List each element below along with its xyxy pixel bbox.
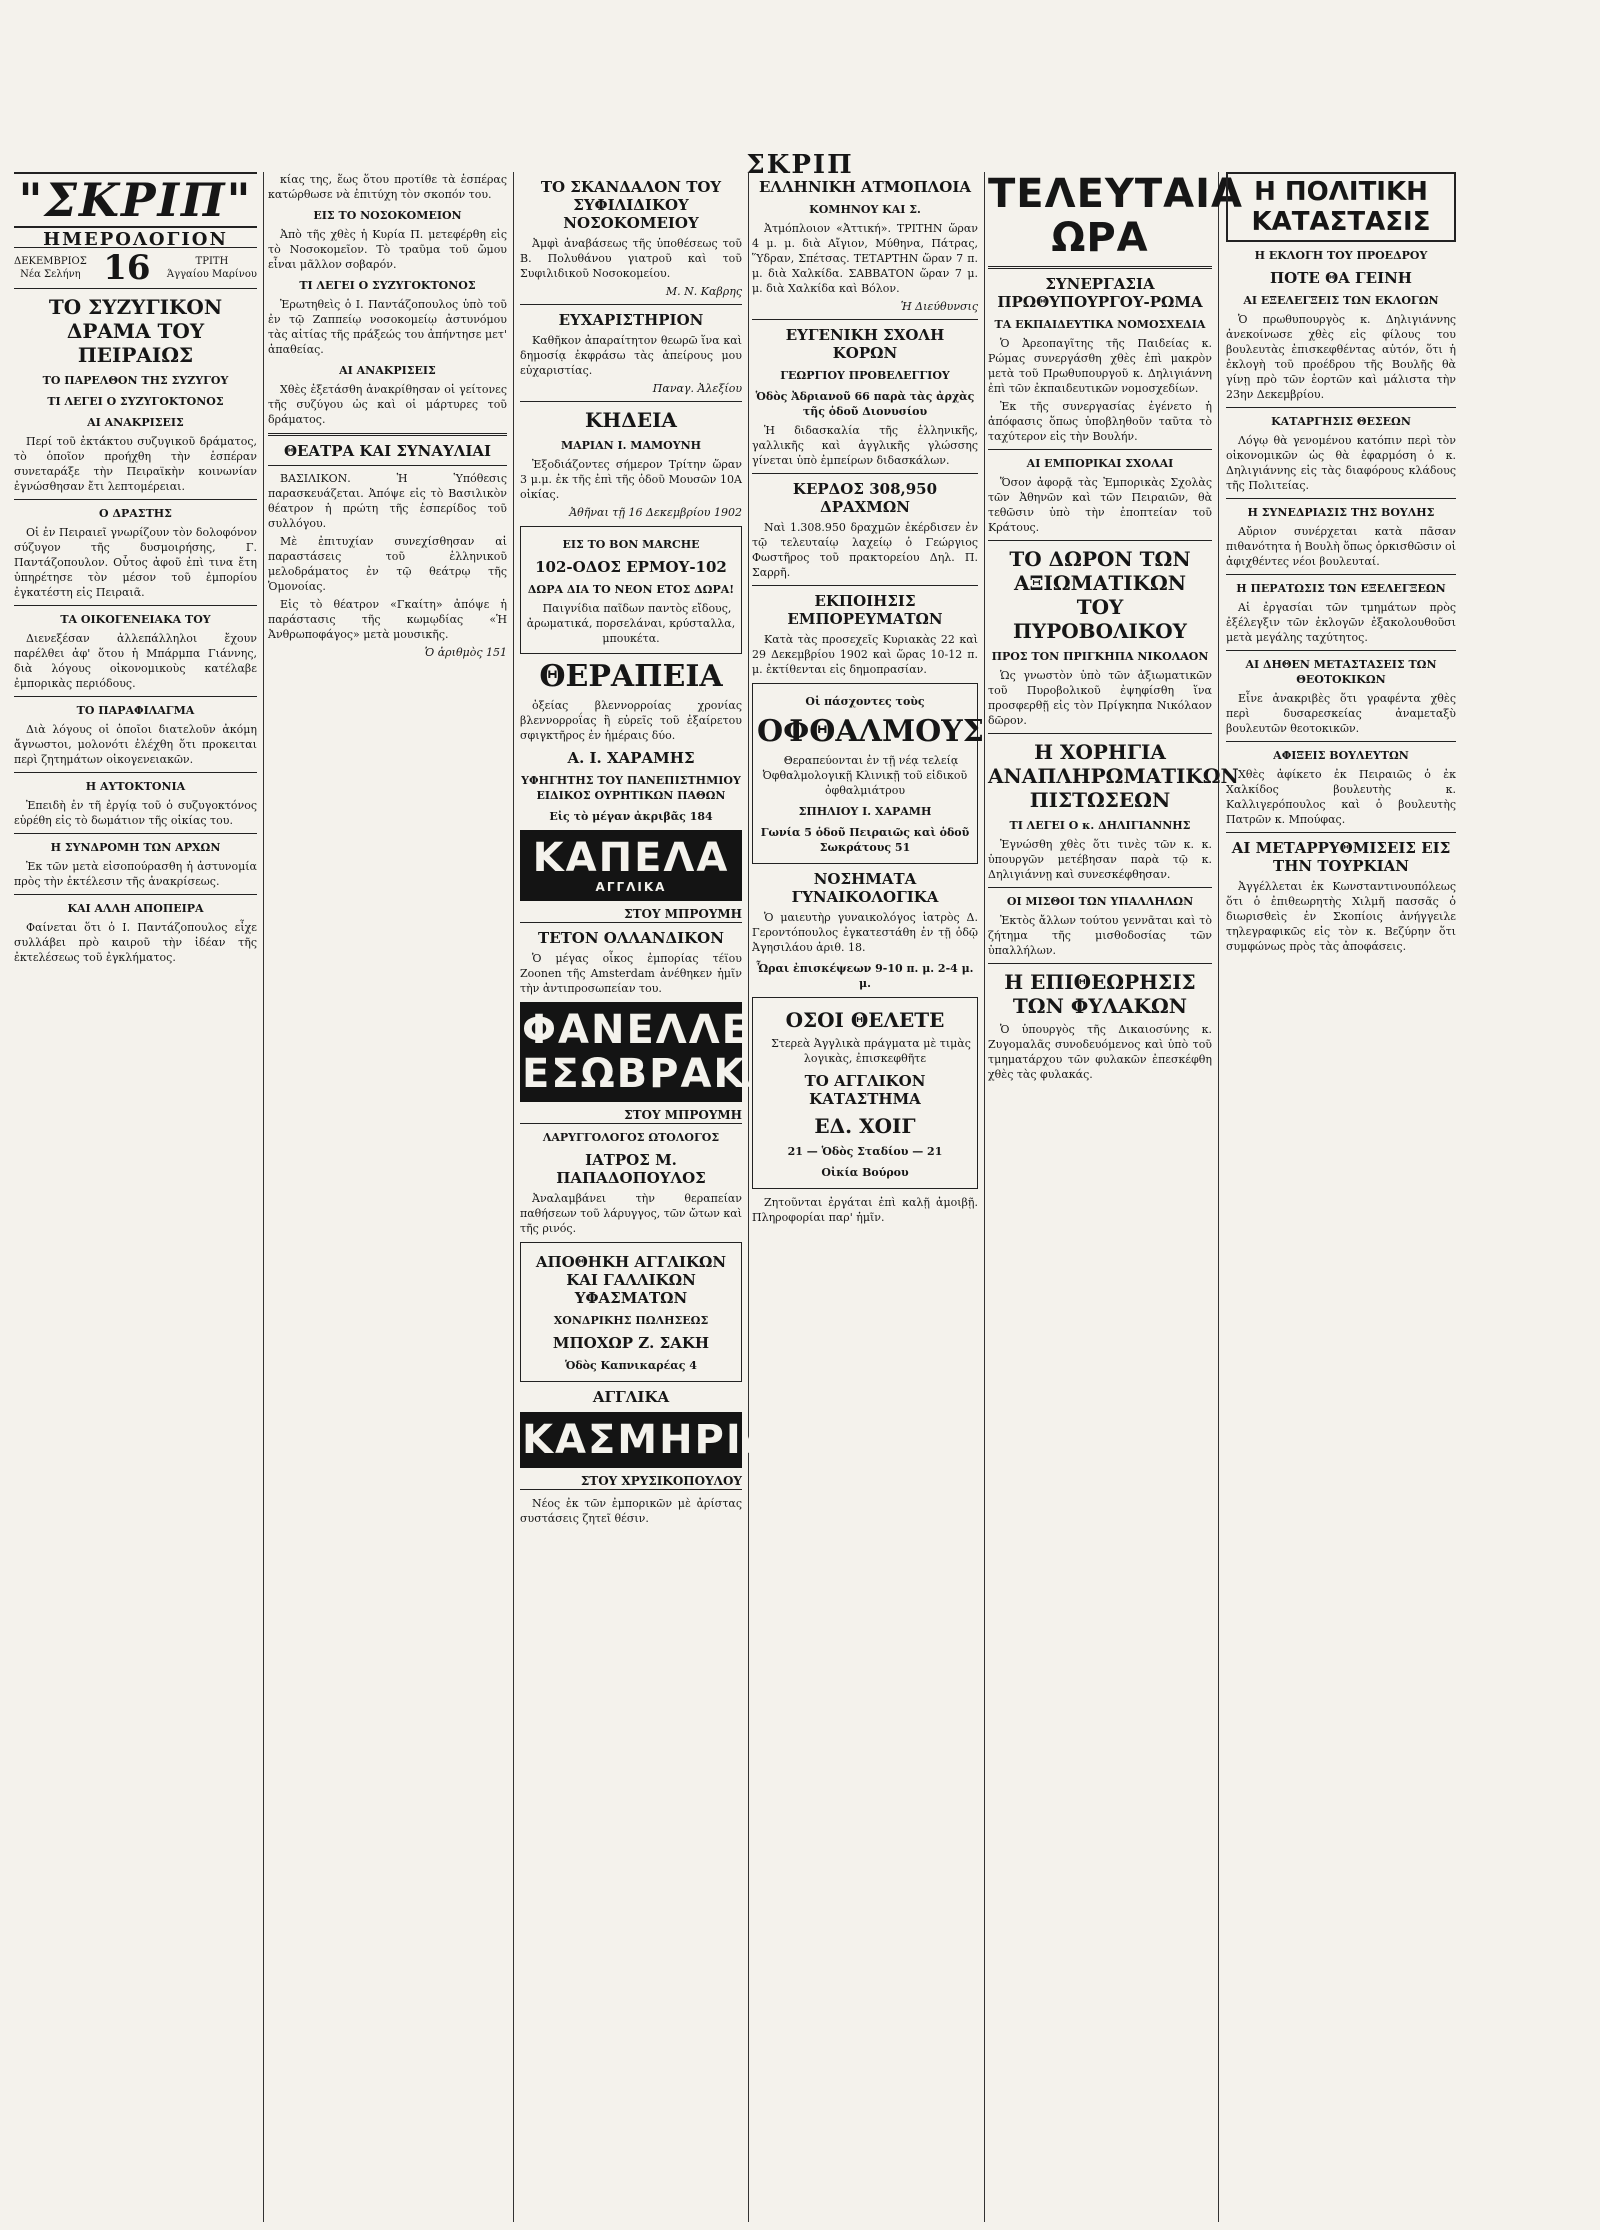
news-subheading: ΠΡΟΣ ΤΟΝ ΠΡΙΓΚΗΠΑ ΝΙΚΟΛΑΟΝ (991, 650, 1209, 663)
section-heading: ΑΦΙΞΕΙΣ ΒΟΥΛΕΥΤΩΝ (1273, 749, 1409, 762)
section-heading: ΑΙ ΕΞΕΛΕΓΞΕΙΣ ΤΩΝ ΕΚΛΟΓΩΝ (1243, 294, 1439, 307)
bon-marche-ad (520, 526, 742, 654)
article-title: Η ΠΟΛΙΤΙΚΗ ΚΑΤΑΣΤΑΣΙΣ (1226, 172, 1456, 242)
news-paragraph: Ὅσον ἀφορᾷ τὰς Ἐμπορικὰς Σχολὰς τῶν Ἀθηνῶν καὶ τῶν Πειραιῶν, θὰ τεθῶσιν ὑπὸ τὴν ἐποπτείαν τοῦ Κράτους. (988, 476, 1212, 534)
ad-hours: Ὧραι ἐπισκέψεων 9-10 π. μ. 2-4 μ. μ. (756, 962, 974, 990)
column-1 (14, 172, 264, 2222)
column-5 (988, 171, 1243, 2222)
ad-owner: ΜΠΟΧΩΡ Ζ. ΣΑΚΗ (552, 1334, 710, 1352)
funeral-heading: ΚΗΔΕΙΑ (585, 408, 677, 432)
section-heading: ΤΟ ΠΑΡΑΦΙΛΑΓΜΑ (76, 704, 195, 717)
newspaper-logo: "ΣΚΡΙΠ" (14, 172, 257, 228)
ad-text: Ἡ διδασκαλία τῆς ἑλληνικῆς, γαλλικῆς καὶ ἀγγλικῆς γλώσσης γίνεται ὑπὸ ἐμπείρων διδασκάλων. (752, 424, 978, 467)
article-subtitle: Η ΕΚΛΟΓΗ ΤΟΥ ΠΡΟΕΔΡΟΥ (1254, 249, 1428, 262)
news-paragraph: Ὁ ὑπουργὸς τῆς Δικαιοσύνης κ. Ζυγομαλᾶς συνοδευόμενος καὶ ὑπὸ τοῦ τμηματάρχου τῶν φυλακῶν ἐπεσκέφθη χθὲς τὰς φυλακάς. (988, 1023, 1212, 1081)
section-heading: ΕΙΣ ΤΟ ΝΟΣΟΚΟΜΕΙΟΝ (313, 209, 462, 222)
english-store-ad (752, 997, 978, 1189)
article-paragraph: Χθὲς ἐξετάσθη ἀνακρίθησαν οἱ γείτονες τῆς συζύγου ὡς καὶ οἱ μάρτυρες τοῦ δράματος. (268, 383, 507, 426)
ad-address: Ὁδὸς Ἀδριανοῦ 66 παρὰ τὰς ἀρχὰς τῆς ὁδοῦ Διονυσίου (755, 390, 975, 418)
section-heading: Ο ΔΡΑΣΤΗΣ (99, 507, 172, 520)
column-4 (752, 172, 985, 2222)
news-heading: ΟΙ ΜΙΣΘΟΙ ΤΩΝ ΥΠΑΛΛΗΛΩΝ (1006, 895, 1194, 908)
article-paragraph: Ἀπὸ τῆς χθὲς ἡ Κυρία Π. μετεφέρθη εἰς τὸ Νοσοκομεῖον. Τὸ τραῦμα τοῦ ὤμου εἶναι μᾶλλον σοβαρόν. (268, 228, 507, 271)
article-paragraph: Ἐρωτηθεὶς ὁ Ι. Παντάζοπουλος ὑπὸ τοῦ ἐν τῷ Ζαππείῳ νοσοκομείῳ ἀστυνόμου τὰς αἰτίας τῆς πράξεώς του ἀπήντησε μετ' ἀπαθείας. (268, 298, 507, 356)
section-title: ΤΕΛΕΥΤΑΙΑ ΩΡΑ (988, 171, 1243, 261)
section-heading: ΤΙ ΛΕΓΕΙ Ο ΣΥΖΥΓΟΚΤΟΝΟΣ (299, 279, 476, 292)
calendar-box (14, 247, 257, 289)
news-subheading: ΤΑ ΕΚΠΑΙΔΕΥΤΙΚΑ ΝΟΜΟΣΧΕΔΙΑ (994, 318, 1206, 331)
article-paragraph: Αὔριον συνέρχεται κατὰ πᾶσαν πιθανότητα ἡ Βουλὴ ὅπως ὁρκισθῶσιν οἱ ἀφιχθέντες νέοι βουλευταί. (1226, 525, 1456, 568)
ad-title: ΝΟΣΗΜΑΤΑ ΓΥΝΑΙΚΟΛΟΓΙΚΑ (791, 870, 939, 906)
column-6 (1226, 172, 1456, 2222)
flannel-ad (520, 1002, 781, 1102)
ad-doctor: ΙΑΤΡΟΣ Μ. ΠΑΠΑΔΟΠΟΥΛΟΣ (556, 1151, 706, 1187)
ad-address: Εἰς τὸ μέγαν ἀκριβᾶς 184 (549, 810, 713, 823)
ad-signature: Ἡ Διεύθυνσις (900, 300, 978, 313)
article-title: ΤΟ ΣΚΑΝΔΑΛΟΝ ΤΟΥ ΣΥΦΙΛΙΔΙΚΟΥ ΝΟΣΟΚΟΜΕΙΟΥ (540, 178, 722, 232)
calendar-lunar: Νέα Σελήνη (20, 269, 81, 280)
news-paragraph: Ὡς γνωστὸν ὑπὸ τῶν ἀξιωματικῶν τοῦ Πυροβολικοῦ ἐψηφίσθη ἵνα προσφερθῇ εἰς τὸν Πρίγκηπα Νικόλαον δῶρον. (988, 669, 1212, 727)
ad-text: Νέος ἐκ τῶν ἐμπορικῶν μὲ ἀρίστας συστάσεις ζητεῖ θέσιν. (520, 1497, 742, 1525)
section-heading: ΑΙ ΜΕΤΑΡΡΥΘΜΙΣΕΙΣ ΕΙΣ ΤΗΝ ΤΟΥΡΚΙΑΝ (1231, 839, 1451, 875)
ad-subtitle: ΥΦΗΓΗΤΗΣ ΤΟΥ ΠΑΝΕΠΙΣΤΗΜΙΟΥ ΕΙΔΙΚΟΣ ΟΥΡΗΤΙΚΩΝ ΠΑΘΩΝ (521, 774, 741, 802)
ad-subline: ΑΓΓΛΙΚΑ (595, 880, 667, 894)
notice-heading: ΕΥΧΑΡΙΣΤΗΡΙΟΝ (558, 311, 704, 329)
article-paragraph: Ἀγγέλλεται ἐκ Κωνσταντινουπόλεως ὅτι ὁ ἐπιθεωρητὴς Χιλμῆ πασσᾶς ὁ διωρισθεὶς ἐν Σκοπίοις ἀνήγγειλε τηλεγραφικῶς εἰς τὸν κ. Βεζύρην ὅτι συμφώνως πρὸς τὰς ἀποφάσεις. (1226, 880, 1456, 953)
section-heading: ΑΙ ΔΗΘΕΝ ΜΕΤΑΣΤΑΣΕΙΣ ΤΩΝ ΘΕΟΤΟΚΙΚΩΝ (1245, 658, 1437, 686)
news-heading: Η ΧΟΡΗΓΙΑ ΑΝΑΠΛΗΡΩΜΑΤΙΚΩΝ ΠΙΣΤΩΣΕΩΝ (988, 740, 1239, 812)
ad-title: ΕΥΓΕΝΙΚΗ ΣΧΟΛΗ ΚΟΡΩΝ (785, 326, 945, 362)
ad-address: 21 — Ὁδὸς Σταδίου — 21 (787, 1145, 943, 1158)
article-paragraph: Ὁ πρωθυπουργὸς κ. Δηλιγιάννης ἀνεκοίνωσε χθὲς εἰς φίλους του βουλευτὰς ἐπισκεφθέντας αὐτόν, ὅτι ἡ ἐκλογὴ τοῦ προέδρου τῆς Βουλῆς θὰ γίνῃ πρὸ τῶν ἑορτῶν καὶ μάλιστα τὴν 23ην Δεκεμβρίου. (1226, 313, 1456, 401)
ad-subtitle: ΧΟΝΔΡΙΚΗΣ ΠΩΛΗΣΕΩΣ (553, 1314, 709, 1327)
article-paragraph: Μὲ ἐπιτυχίαν συνεχίσθησαν αἱ παραστάσεις τοῦ ἑλληνικοῦ μελοδράματος ἐν τῷ θεάτρῳ τῆς Ὁμονοίας. (268, 535, 507, 593)
calendar-title: ΗΜΕΡΟΛΟΓΙΟΝ (43, 229, 228, 250)
ad-store: ΤΟ ΑΓΓΛΙΚΟΝ ΚΑΤΑΣΤΗΜΑ (804, 1072, 926, 1108)
ad-title: ΕΙΣ ΤΟ BON MARCHE (562, 538, 700, 551)
news-heading: ΑΙ ΕΜΠΟΡΙΚΑΙ ΣΧΟΛΑΙ (1026, 457, 1174, 470)
ad-text: Ὁ μέγας οἶκος ἐμπορίας τέϊου Zoonen τῆς Amsterdam ἀνέθηκεν ἡμῖν τὴν ἀντιπροσωπείαν του. (520, 952, 742, 995)
section-heading: ΚΑΤΑΡΓΗΣΙΣ ΘΕΣΕΩΝ (1271, 415, 1411, 428)
article-paragraph: Λόγῳ θὰ γενομένου κατόπιν περὶ τὸν οἰκονομικῶν ὡς θὰ ἐφαρμόση ὁ κ. Δηλιγιάννης εἰς τὰς διαφόρους κλάδους τῆς Πολιτείας. (1226, 434, 1456, 492)
article-subtitle: ΑΙ ΑΝΑΚΡΙΣΕΙΣ (87, 416, 184, 429)
column-3 (520, 172, 781, 2222)
ad-title: ΑΠΟΘΗΚΗ ΑΓΓΛΙΚΩΝ ΚΑΙ ΓΑΛΛΙΚΩΝ ΥΦΑΣΜΑΤΩΝ (535, 1253, 727, 1307)
ad-lead: Οἱ πάσχοντες τοὺς (805, 695, 925, 708)
ad-text: Ἀναλαμβάνει τὴν θεραπείαν παθήσεων τοῦ λάρυγγος, τῶν ὤτων καὶ τῆς ρινός. (520, 1192, 742, 1235)
ad-text: ὀξείας βλεννορροίας χρονίας βλεννορροΐας ἢ εὐρεῖς τοῦ ἐξαίρετου σφιγκτῆρος ἐν ἡμέραις δύο. (520, 699, 742, 742)
article-paragraph: Ἐπειδὴ ἐν τῆ ἐργίᾳ τοῦ ὁ συζυγοκτόνος εὑρέθη εἰς τὸ δωμάτιον τῆς οἰκίας του. (14, 799, 257, 827)
ad-subtitle: Οἰκία Βούρου (821, 1166, 909, 1179)
column-2 (268, 172, 514, 2222)
article-paragraph: Χθὲς ἀφίκετο ἐκ Πειραιῶς ὁ ἐκ Χαλκίδος βουλευτὴς κ. Καλλιγερόπουλος καὶ ὁ βουλευτὴς Πατρῶν κ. Μπούφας. (1226, 768, 1456, 826)
news-subheading: ΤΙ ΛΕΓΕΙ Ο κ. ΔΗΛΙΓΙΑΝΝΗΣ (1009, 819, 1191, 832)
calendar-day: 16 (103, 248, 151, 288)
section-heading: Η ΠΕΡΑΤΩΣΙΣ ΤΩΝ ΕΞΕΛΕΓΞΕΩΝ (1236, 582, 1446, 595)
section-heading: Η ΑΥΤΟΚΤΟΝΙΑ (85, 780, 186, 793)
ad-address: Γωνία 5 ὁδοῦ Πειραιῶς καὶ ὁδοῦ Σωκράτους 51 (760, 826, 970, 854)
fabric-store-ad (520, 1242, 742, 1382)
ad-title: ΛΑΡΥΓΓΟΛΟΓΟΣ ΩΤΟΛΟΓΟΣ (542, 1131, 720, 1144)
masthead: ΣΚΡΙΠ (746, 150, 854, 180)
ad-owner: ΕΔ. ΧΟΙΓ (814, 1114, 916, 1138)
ad-doctor: ΣΠΗΛΙΟΥ Ι. ΧΑΡΑΜΗ (798, 805, 932, 818)
calendar-weekday: ΤΡΙΤΗ (195, 256, 229, 267)
ad-store: ΣΤΟΥ ΜΠΡΟΥΜΗ (520, 907, 742, 923)
cashmere-ad (520, 1412, 776, 1468)
ad-headline: ΚΑΣΜΗΡΙΑ (522, 1417, 776, 1463)
ad-subtitle: ΔΩΡΑ ΔΙΑ ΤΟ ΝΕΟΝ ΕΤΟΣ ΔΩΡΑ! (527, 583, 735, 596)
ad-subtitle: ΓΕΩΡΓΙΟΥ ΠΡΟΒΕΛΕΓΓΙΟΥ (780, 369, 950, 382)
ad-title: ΕΚΠΟΙΗΣΙΣ ΕΜΠΟΡΕΥΜΑΤΩΝ (787, 592, 943, 628)
ad-headline: ΚΑΠΕΛΑ (532, 835, 730, 881)
news-heading: Η ΕΠΙΘΕΩΡΗΣΙΣ ΤΩΝ ΦΥΛΑΚΩΝ (1004, 970, 1196, 1018)
ad-text: Ἀτμόπλοιον «Ἀττική». ΤΡΙΤΗΝ ὥραν 4 μ. μ. διὰ Αἴγιον, Μύθηνα, Πάτρας, Ὕδραν, Σπέτσας. ΤΕΤΑΡΤΗΝ ὥραν 7 π. μ. διὰ Χαλκίδα. ΣΑΒΒΑΤΟΝ ὥραν 7 μ. μ. διὰ Χαλκίδα καὶ Βόλον. (752, 222, 978, 295)
article-paragraph: Ἀμφὶ ἀναβάσεως τῆς ὑποθέσεως τοῦ Β. Πολυθάνου γιατροῦ καὶ τοῦ Συφιλιδικοῦ Νοσοκομείου. (520, 237, 742, 280)
article-paragraph: ΒΑΣΙΛΙΚΟΝ. Ἡ Ὑπόθεσις παρασκευάζεται. Ἀπόψε εἰς τὸ Βασιλικὸν θέατρον ἡ πρώτη τῆς ἑσπερίδος τοῦ συλλόγου. (268, 472, 507, 530)
article-paragraph: Καθῆκον ἀπαραίτητον θεωρῶ ἵνα καὶ δημοσίᾳ ἐκφράσω τὰς ἀπείρους μου εὐχαριστίας. (520, 334, 742, 377)
ad-text: Στερεὰ Ἀγγλικὰ πράγματα μὲ τιμὰς λογικὰς, ἐπισκεφθῆτε (771, 1037, 971, 1065)
article-subtitle: ΤΙ ΛΕΓΕΙ Ο ΣΥΖΥΓΟΚΤΟΝΟΣ (47, 395, 224, 408)
article-paragraph: Εἶνε ἀνακριβὲς ὅτι γραφέντα χθὲς περὶ δυσαρεσκείας ἀναμεταξὺ βουλευτῶν θεοτοκικῶν. (1226, 692, 1456, 735)
theatre-heading: ΘΕΑΤΡΑ ΚΑΙ ΣΥΝΑΥΛΙΑΙ (283, 442, 492, 460)
section-heading: Η ΣΥΝΕΔΡΙΑΣΙΣ ΤΗΣ ΒΟΥΛΗΣ (1247, 506, 1435, 519)
ad-doctor: Α. Ι. ΧΑΡΑΜΗΣ (567, 749, 695, 767)
news-heading: ΣΥΝΕΡΓΑΣΙΑ ΠΡΩΘΥΠΟΥΡΓΟΥ-ΡΩΜΑ (997, 275, 1203, 311)
calendar-saint: Άγγαίου Μαρίνου (166, 269, 257, 280)
article-paragraph: Φαίνεται ὅτι ὁ Ι. Παντάζοπουλος εἶχε συλλάβει πρὸ καιροῦ τὴν ἰδέαν τῆς ἐκτελέσεως τοῦ ἐγκλήματος. (14, 921, 257, 964)
article-paragraph: Ἐκ τῶν μετὰ εἰσοπούρασθη ἡ ἀστυνομία πρὸς τὴν ἐκτέλεσιν τῆς ἀνακρίσεως. (14, 860, 257, 888)
article-paragraph: Περί τοῦ ἐκτάκτου συζυγικοῦ δράματος, τὸ ὁποῖον προήχθη τὴν ἑσπέραν συνεταράξε τὴν Πειραϊκὴν κοινωνίαν ἐγνώσθησαν ἔτι λεπτομέρειαι. (14, 435, 257, 493)
eye-clinic-ad (752, 683, 984, 864)
news-paragraph: Ἐγνώσθη χθὲς ὅτι τινὲς τῶν κ. κ. ὑπουργῶν μετέβησαν παρὰ τῷ κ. Δηλιγιάννῃ καὶ συνεσκέφθησαν. (988, 838, 1212, 881)
ad-text: Ναὶ 1.308.950 δραχμῶν ἐκέρδισεν ἐν τῷ τελευταίῳ λαχείῳ ὁ Γεώργιος Φωστῆρος τοῦ πρακτορείου Δηλ. Π. Σαρρῆ. (752, 521, 978, 579)
hats-ad (520, 830, 742, 901)
article-paragraph: Διὰ λόγους οἱ ὁποῖοι διατελοῦν ἀκόμη ἄγνωστοι, μολονότι ἐλέχθη ὅτι προκειται περὶ ζητημάτων οἰκογενειακῶν. (14, 723, 257, 766)
ad-title: ΤΕΤΟΝ ΟΛΛΑΝΔΙΚΟΝ (538, 929, 724, 947)
ad-address: Ὁδὸς Καπνικαρέας 4 (565, 1359, 697, 1372)
ad-text: Θεραπεύονται ἐν τῇ νέᾳ τελείᾳ Ὀφθαλμολογικῇ Κλινικῇ τοῦ εἰδικοῦ ὀφθαλμιάτρου (762, 754, 968, 797)
ad-text: Ὁ μαιευτὴρ γυναικολόγος ἰατρὸς Δ. Γεροντόπουλος ἐγκατεστάθη ἐν τῇ ὁδῷ Ἀγησιλάου ἀριθ. 18. (752, 911, 978, 954)
ad-store: ΣΤΟΥ ΜΠΡΟΥΜΗ (520, 1108, 742, 1124)
article-paragraph: Ἐξοδιάζοντες σήμερον Τρίτην ὥραν 3 μ.μ. ἐκ τῆς ἐπὶ τῆς ὁδοῦ Μουσῶν 10Α οἰκίας. (520, 458, 742, 501)
article-paragraph: Εἰς τὸ θέατρον «Γκαίτη» ἀπόψε ἡ παράστασις τῆς κωμῳδίας «Ἡ Ἀνθρωποφάγος» μετὰ μουσικῆς. (268, 598, 507, 641)
news-paragraph: Ὁ Ἀρεοπαγῖτης τῆς Παιδείας κ. Ρώμας συνεργάσθη χθὲς ἐπὶ μακρὸν μετὰ τοῦ Πρωθυπουργοῦ κ. Δηλιγιάννη ἐπὶ τῶν ἐκπαιδευτικῶν νομοσχεδίων. (988, 337, 1212, 395)
article-signature: Ὁ ἀριθμὸς 151 (424, 646, 507, 659)
article-title: ΤΟ ΣΥΖΥΓΙΚΟΝ ΔΡΑΜΑ ΤΟΥ ΠΕΙΡΑΙΩΣ (48, 295, 223, 367)
ad-title: ΘΕΡΑΠΕΙΑ (539, 659, 723, 694)
ad-subtitle: ΚΟΜΗΝΟΥ ΚΑΙ Σ. (809, 203, 921, 216)
ad-subtitle: ΑΓΓΛΙΚΑ (592, 1388, 670, 1406)
funeral-name: ΜΑΡΙΑΝ Ι. ΜΑΜΟΥΝΗ (560, 439, 702, 452)
section-heading: ΑΙ ΑΝΑΚΡΙΣΕΙΣ (339, 364, 436, 377)
ad-store: ΣΤΟΥ ΧΡΥΣΙΚΟΠΟΥΛΟΥ (520, 1474, 742, 1490)
section-heading: Η ΣΥΝΔΡΟΜΗ ΤΩΝ ΑΡΧΩΝ (50, 841, 221, 854)
article-paragraph: Οἱ ἐν Πειραιεῖ γνωρίζουν τὸν δολοφόνον σύζυγον τῆς δυσμοιρήσης, Γ. Παντάζοπουλον. Οὗτος ἀφοῦ ἐπὶ τινα ἔτη ὑπηρέτησε τὸν μέσον τοῦ ἐμπορίου ἐγκατέστη εἰς Πειραιᾶ. (14, 526, 257, 599)
funeral-date: Ἀθῆναι τῇ 16 Δεκεμβρίου 1902 (569, 506, 742, 519)
news-paragraph: Ἐκτὸς ἄλλων τούτου γεννᾶται καὶ τὸ ζήτημα τῆς μισθοδοσίας τῶν ὑπαλλήλων. (988, 914, 1212, 957)
ad-headline: ΟΦΘΑΛΜΟΥΣ (757, 714, 984, 749)
ad-headline: ΟΣΟΙ ΘΕΛΕΤΕ (785, 1008, 945, 1032)
article-signature: Παναγ. Ἀλεξίου (652, 382, 742, 395)
article-paragraph: Αἱ ἐργασίαι τῶν τμημάτων πρὸς ἐξέλεγξιν τῶν ἐκλογῶν ἐξακολουθοῦσι μετὰ μεγάλης ταχύτητος. (1226, 601, 1456, 644)
ad-title: ΚΕΡΔΟΣ 308,950 ΔΡΑΧΜΩΝ (792, 480, 938, 516)
article-paragraph: Διενεξέσαν ἀλλεπάλληλοι ἔχουν παρέλθει ἀφ' ὅτου ἡ Μπάρμπα Γιάννης, διὰ λόγους οἰκονομικοὺς κατέλαβε ἐμπορικὰς περιόδους. (14, 632, 257, 690)
article-subtitle: ΤΟ ΠΑΡΕΛΘΟΝ ΤΗΣ ΣΥΖΥΓΟΥ (42, 374, 229, 387)
news-heading: ΤΟ ΔΩΡΟΝ ΤΩΝ ΑΞΙΩΜΑΤΙΚΩΝ ΤΟΥ ΠΥΡΟΒΟΛΙΚΟΥ (1009, 547, 1191, 643)
ad-text: Ζητοῦνται ἐργάται ἐπὶ καλῇ ἀμοιβῇ. Πληροφορίαι παρ' ἡμῖν. (752, 1196, 978, 1224)
news-paragraph: Ἐκ τῆς συνεργασίας ἐγένετο ἡ ἀπόφασις ὅπως ὑποβληθοῦν ταῦτα τὸ ταχύτερον εἰς τὴν Βουλήν. (988, 400, 1212, 443)
section-heading: ΚΑΙ ΑΛΛΗ ΑΠΟΠΕΙΡΑ (67, 902, 204, 915)
ad-text: Κατὰ τὰς προσεχεῖς Κυριακὰς 22 καὶ 29 Δεκεμβρίου 1902 καὶ ὥρας 10-12 π. μ. ἐκτίθενται εἰς δημοπρασίαν. (752, 633, 978, 676)
ad-title: ΕΛΛΗΝΙΚΗ ΑΤΜΟΠΛΟΙΑ (758, 178, 972, 196)
article-signature: Μ. Ν. Καβρης (665, 285, 742, 298)
ad-headline: ΦΑΝΕΛΛΕΣ ΕΣΩΒΡΑΚΑ (522, 1007, 781, 1097)
calendar-month: ΔΕΚΕΜΒΡΙΟΣ (14, 256, 87, 267)
section-heading: ΤΑ ΟΙΚΟΓΕΝΕΙΑΚΑ ΤΟΥ (60, 613, 211, 626)
article-paragraph: κίας της, ἕως ὅτου προτίθε τὰ ἑσπέρας κατώρθωσε νὰ ἐπιτύχη τὸν σκοπόν του. (268, 173, 507, 201)
article-subtitle: ΠΟΤΕ ΘΑ ΓΕΙΝΗ (1270, 269, 1412, 287)
ad-address: 102-ΟΔΟΣ ΕΡΜΟΥ-102 (535, 558, 727, 576)
ad-text: Παιγνίδια παῖδων παντὸς εἴδους, ἀρωματικά, πορσελάναι, κρύσταλλα, μπουκέτα. (526, 602, 736, 645)
